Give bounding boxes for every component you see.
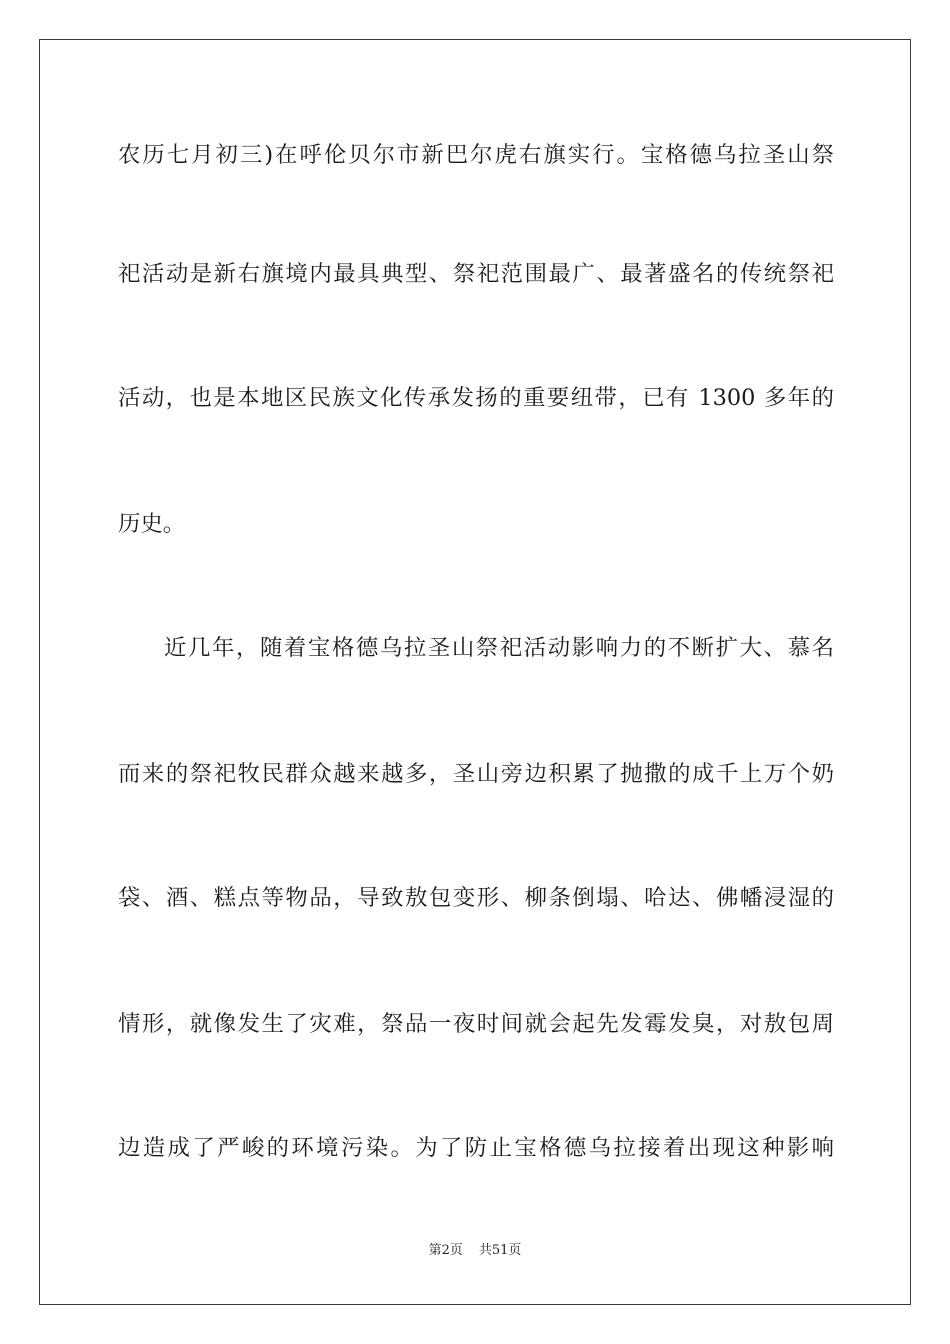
- body-text-line: 祀活动是新右旗境内最具典型、祭祀范围最广、最著盛名的传统祭祀: [118, 261, 834, 287]
- page-number: 第2页: [428, 1243, 463, 1258]
- body-text-line: 袋、酒、糕点等物品，导致敖包变形、柳条倒塌、哈达、佛幡浸湿的: [118, 885, 834, 911]
- page-border: [39, 39, 911, 1305]
- page-total: 共51页: [478, 1243, 522, 1258]
- body-text-line: 农历七月初三)在呼伦贝尔市新巴尔虎右旗实行。宝格德乌拉圣山祭: [118, 142, 834, 168]
- body-text-line: 历史。: [118, 511, 186, 537]
- page-footer: [0, 1242, 950, 1260]
- paragraph-first-line: 近几年，随着宝格德乌拉圣山祭祀活动影响力的不断扩大、慕名: [164, 635, 834, 661]
- body-text-line: 活动，也是本地区民族文化传承发扬的重要纽带，已有 1300 多年的: [118, 385, 834, 411]
- body-text-line: 边造成了严峻的环境污染。为了防止宝格德乌拉接着出现这种影响: [118, 1135, 834, 1161]
- body-text-line: 情形，就像发生了灾难，祭品一夜时间就会起先发霉发臭，对敖包周: [118, 1011, 834, 1037]
- body-text-line: 而来的祭祀牧民群众越来越多，圣山旁边积累了抛撒的成千上万个奶: [118, 761, 834, 787]
